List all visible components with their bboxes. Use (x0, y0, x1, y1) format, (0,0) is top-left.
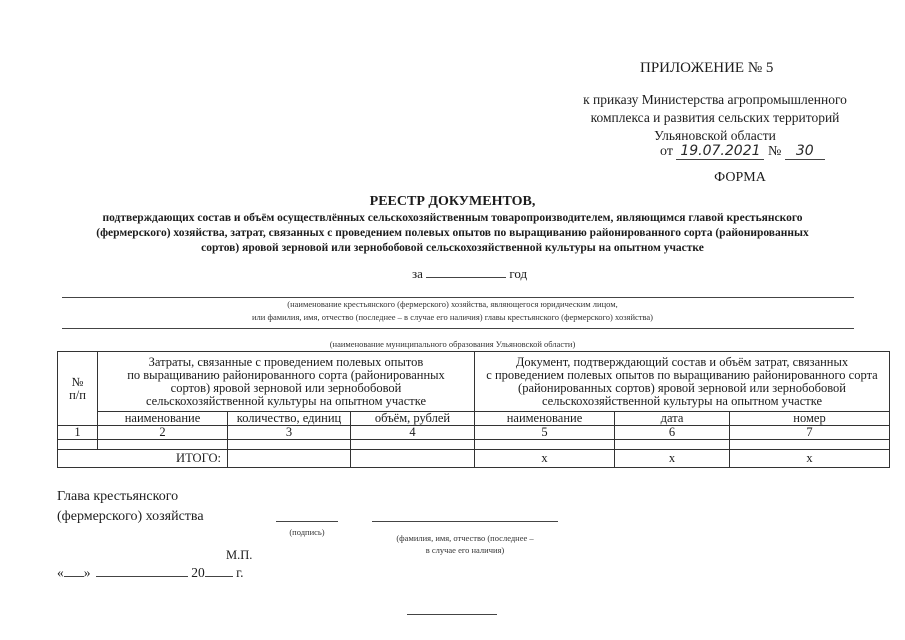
stamp-place: М.П. (226, 548, 253, 562)
signature-date-row (57, 565, 244, 581)
period-row (412, 266, 527, 282)
col-num-4: 4 (351, 426, 475, 440)
head-title-1: Глава крестьянского (57, 489, 179, 504)
registry-title: РЕЕСТР ДОКУМЕНТОВ, (369, 194, 536, 209)
order-line-3: Ульяновской области (654, 128, 776, 143)
subheader-cost-name: наименование (98, 412, 228, 426)
date-prefix: от (660, 144, 673, 159)
order-number: 30 (785, 143, 825, 160)
attachment-title: ПРИЛОЖЕНИЕ № 5 (640, 60, 774, 76)
signature-line (276, 521, 338, 522)
fullname-line (372, 521, 558, 522)
col-num-3: 3 (228, 426, 351, 440)
subheader-doc-number: номер (730, 412, 890, 426)
fullname-caption-2: в случае его наличия) (425, 545, 505, 555)
order-line-2: комплекса и развития сельских территорий (590, 110, 840, 125)
column-numbers-row (58, 426, 890, 440)
col-num-7: 7 (730, 426, 890, 440)
period-blank (426, 277, 506, 278)
col-num-5: 5 (475, 426, 615, 440)
farm-caption-2: или фамилия, имя, отчество (последнее – в случае его наличия) главы крестьянского (фермерского) хозяйства) (251, 312, 653, 322)
order-date-row (660, 143, 825, 160)
subheader-doc-name: наименование (475, 412, 615, 426)
day-blank (64, 576, 84, 577)
registry-table (57, 351, 890, 468)
fullname-caption-1: (фамилия, имя, отчество (последнее – (396, 533, 534, 543)
date-close-quote: » (83, 565, 91, 580)
registry-subtitle-3: сортов) яровой зерновой или зернобобовой сельскохозяйственной культуры на опытном участке (201, 242, 704, 254)
order-line-1: к приказу Министерства агропромышленного (583, 92, 847, 107)
col-number-header: № п/п (58, 352, 98, 426)
registry-subtitle-2: (фермерского) хозяйства, затрат, связанных с проведением полевых опытов по выращиванию районированного сорта (районированных (96, 227, 809, 239)
number-prefix: № (767, 144, 782, 159)
table-row (58, 440, 890, 450)
total-mark-date: х (615, 450, 730, 468)
signature-caption: (подпись) (289, 527, 325, 537)
period-prefix: за (412, 266, 423, 281)
date-open-quote: « (57, 565, 64, 580)
col-num-6: 6 (615, 426, 730, 440)
form-label: ФОРМА (714, 170, 766, 185)
total-label: ИТОГО: (58, 450, 228, 468)
period-suffix: год (509, 266, 528, 281)
farm-caption-1: (наименование крестьянского (фермерского) хозяйства, являющегося юридическим лицом, (287, 299, 618, 309)
total-mark-doc-name: х (475, 450, 615, 468)
farm-name-line (62, 297, 854, 298)
registry-subtitle-1: подтверждающих состав и объём осуществлённых сельскохозяйственным товаропроизводителем, являющимся главой крестьянского (102, 212, 803, 224)
costs-group-header: Затраты, связанные с проведением полевых опытов по выращиванию районированного сорта (районированных сортов) яровой зерновой или зернобобовой сельскохозяйственной культуры на опытном участке (98, 352, 475, 412)
subheader-quantity: количество, единиц (228, 412, 351, 426)
subheader-amount: объём, рублей (351, 412, 475, 426)
col-num-2: 2 (98, 426, 228, 440)
municipality-caption: (наименование муниципального образования Ульяновской области) (329, 339, 576, 349)
municipality-line (62, 328, 854, 329)
year-suffix: г. (236, 565, 244, 580)
order-date: 19.07.2021 (676, 143, 764, 160)
col-num-1: 1 (58, 426, 98, 440)
table-subheader-row (58, 412, 890, 426)
head-title-2: (фермерского) хозяйства (57, 509, 204, 524)
table-header-row (58, 352, 890, 412)
total-mark-number: х (730, 450, 890, 468)
bottom-separator (407, 614, 497, 615)
subheader-date: дата (615, 412, 730, 426)
documents-group-header: Документ, подтверждающий состав и объём затрат, связанных с проведением полевых опытов по выращиванию районированного сорта (районированных сортов) яровой зерновой или зернобобовой сельскохозяйственной культуры на опытном участке (475, 352, 890, 412)
year-prefix: 20 (191, 565, 205, 580)
month-blank (96, 576, 188, 577)
total-row (58, 450, 890, 468)
year-blank (205, 576, 233, 577)
